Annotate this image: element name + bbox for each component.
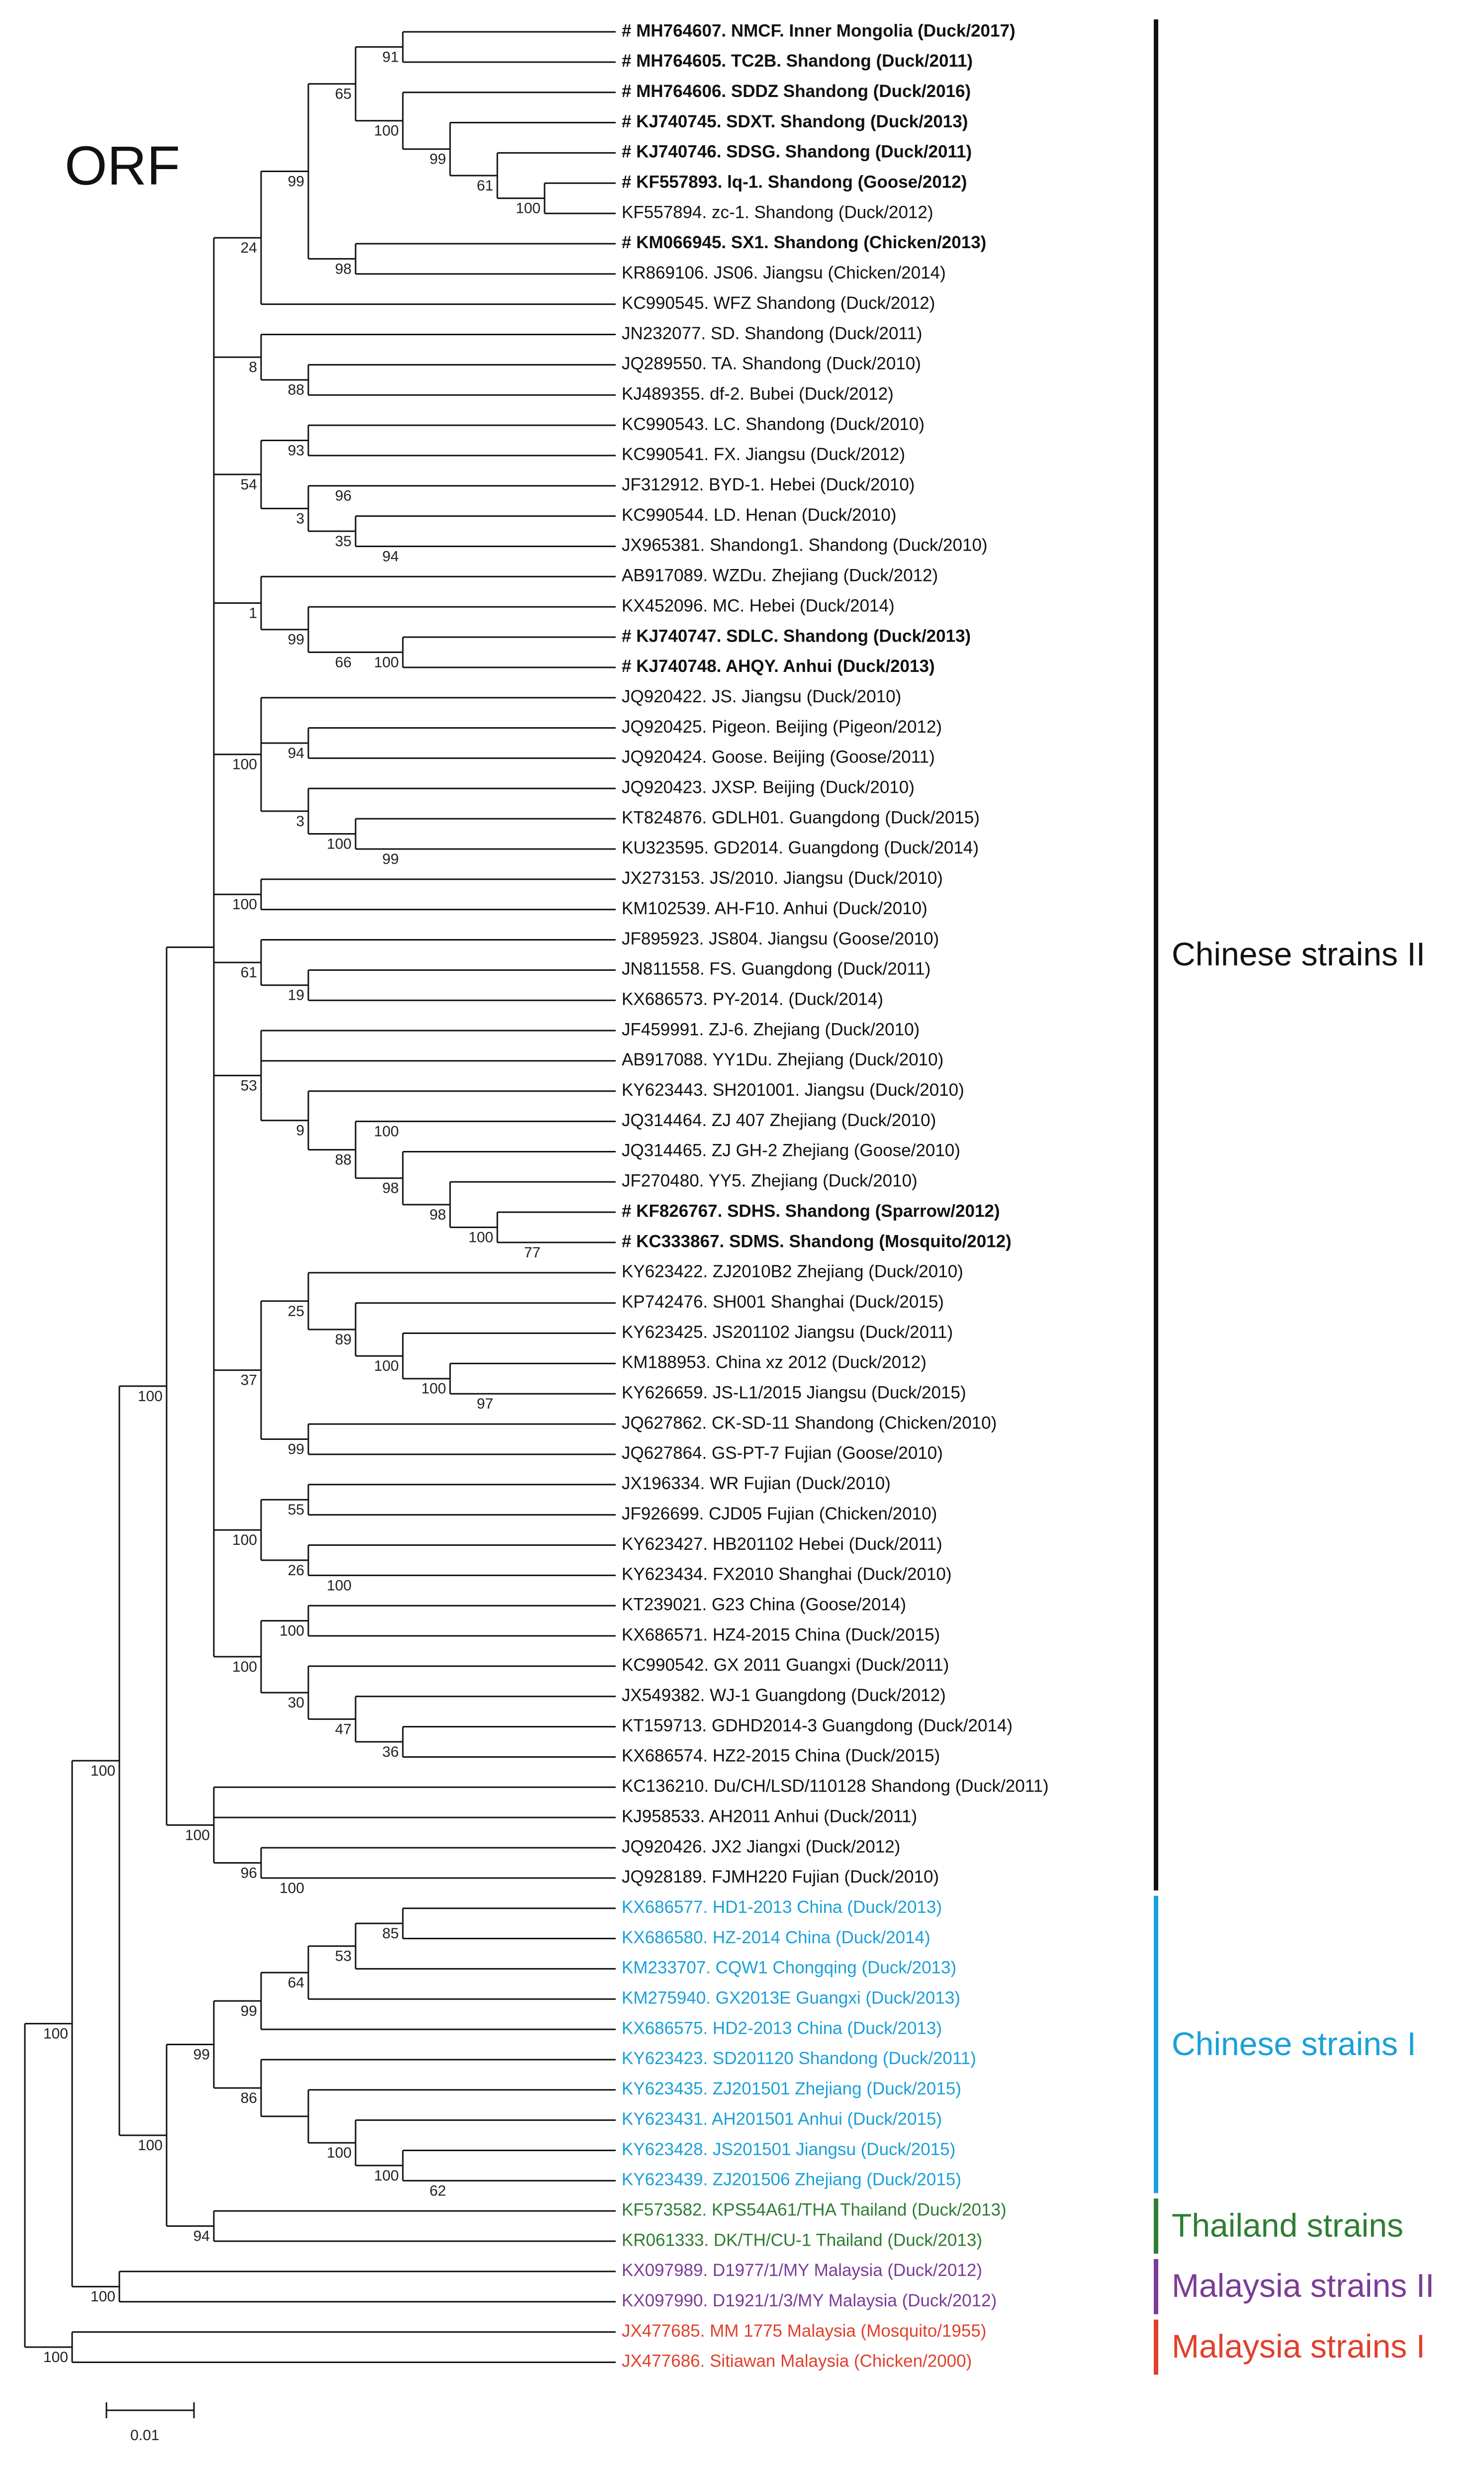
bootstrap-value: 98 [382,1180,399,1197]
bootstrap-value: 94 [382,548,399,565]
taxon-label: JF926699. CJD05 Fujian (Chicken/2010) [622,1504,937,1523]
taxon-label: JQ627862. CK-SD-11 Shandong (Chicken/2010) [622,1413,997,1433]
clade-label-chinese-strains-i: Chinese strains I [1172,2025,1416,2062]
bootstrap-value: 96 [240,1865,257,1882]
bootstrap-value: 99 [240,2002,257,2019]
taxon-label: JQ920423. JXSP. Beijing (Duck/2010) [622,777,915,797]
bootstrap-value: 88 [335,1151,352,1168]
taxon-label: # KJ740745. SDXT. Shandong (Duck/2013) [622,111,968,131]
clade-label-malaysia-strains-ii: Malaysia strains II [1172,2267,1435,2304]
bootstrap-value: 100 [279,1880,304,1896]
taxon-label: KC990541. FX. Jiangsu (Duck/2012) [622,445,906,465]
bootstrap-value: 100 [232,756,257,773]
taxon-label: # KF557893. lq-1. Shandong (Goose/2012) [622,172,967,192]
bootstrap-value: 47 [335,1721,352,1738]
bootstrap-value: 100 [373,1358,399,1375]
taxon-label: KU323595. GD2014. Guangdong (Duck/2014) [622,838,979,858]
taxon-label: JX549382. WJ-1 Guangdong (Duck/2012) [622,1686,946,1705]
taxon-label: JQ314464. ZJ 407 Zhejiang (Duck/2010) [622,1110,936,1130]
taxon-label: KT159713. GDHD2014-3 Guangdong (Duck/2014) [622,1715,1013,1735]
taxon-label: # KJ740747. SDLC. Shandong (Duck/2013) [622,626,971,646]
taxon-label: JQ627864. GS-PT-7 Fujian (Goose/2010) [622,1443,943,1463]
taxon-label: KY623427. HB201102 Hebei (Duck/2011) [622,1534,942,1554]
bootstrap-value: 100 [232,1658,257,1675]
taxon-label: KY623422. ZJ2010B2 Zhejiang (Duck/2010) [622,1262,963,1282]
bootstrap-value: 30 [287,1695,304,1711]
bootstrap-value: 100 [90,2288,115,2305]
taxon-label: KY623434. FX2010 Shanghai (Duck/2010) [622,1564,952,1584]
taxon-label: KM233707. CQW1 Chongqing (Duck/2013) [622,1958,957,1978]
clade-label-chinese-strains-ii: Chinese strains II [1172,935,1425,972]
bootstrap-value: 85 [382,1925,399,1942]
bootstrap-value: 99 [287,1441,304,1458]
taxon-label: JQ920426. JX2 Jiangxi (Duck/2012) [622,1837,901,1857]
clade-bracket-ii [1154,19,1158,1891]
bootstrap-value: 100 [326,836,352,853]
bootstrap-value: 61 [240,964,257,981]
bootstrap-value: 100 [373,1123,399,1140]
taxon-label: # KC333867. SDMS. Shandong (Mosquito/2012) [622,1232,1012,1251]
taxon-label: KC136210. Du/CH/LSD/110128 Shandong (Duck/2011) [622,1776,1049,1796]
taxon-label: JQ928189. FJMH220 Fujian (Duck/2010) [622,1867,939,1887]
figure-title: ORF [65,135,181,196]
bootstrap-value: 100 [90,1762,115,1779]
taxon-label: KT239021. G23 China (Goose/2014) [622,1595,907,1614]
taxon-label: KR869106. JS06. Jiangsu (Chicken/2014) [622,263,946,283]
taxon-label: KF557894. zc-1. Shandong (Duck/2012) [622,202,933,222]
bootstrap-value: 100 [185,1827,210,1844]
bootstrap-value: 100 [137,1388,163,1405]
taxon-label: KM102539. AH-F10. Anhui (Duck/2010) [622,898,928,918]
bootstrap-value: 26 [287,1562,304,1579]
taxon-label: KM188953. China xz 2012 (Duck/2012) [622,1352,927,1372]
bootstrap-value: 77 [524,1244,541,1261]
bootstrap-value: 3 [296,813,304,830]
bootstrap-value: 19 [287,987,304,1004]
taxon-label: JX477686. Sitiawan Malaysia (Chicken/2000) [622,2351,972,2371]
taxon-label: KT824876. GDLH01. Guangdong (Duck/2015) [622,808,980,828]
taxon-label: KY626659. JS-L1/2015 Jiangsu (Duck/2015) [622,1383,966,1403]
bootstrap-value: 54 [240,476,257,493]
bootstrap-value: 3 [296,510,304,527]
bootstrap-value: 100 [232,896,257,913]
bootstrap-value: 100 [279,1622,304,1639]
taxon-label: KC990545. WFZ Shandong (Duck/2012) [622,293,935,313]
bootstrap-value: 100 [43,2025,68,2042]
bootstrap-value: 64 [287,1974,304,1991]
bootstrap-value: 53 [240,1077,257,1094]
clade-bracket-my2 [1154,2259,1158,2314]
bootstrap-value: 91 [382,49,399,66]
bootstrap-value: 24 [240,239,257,256]
taxon-label: KY623425. JS201102 Jiangsu (Duck/2011) [622,1322,953,1342]
taxon-label: KX686573. PY-2014. (Duck/2014) [622,989,884,1009]
taxon-label: JF459991. ZJ-6. Zhejiang (Duck/2010) [622,1020,920,1040]
bootstrap-value: 100 [326,1577,352,1594]
taxon-label: KX452096. MC. Hebei (Duck/2014) [622,596,895,616]
taxon-label: JN232077. SD. Shandong (Duck/2011) [622,323,923,343]
bootstrap-value: 99 [287,631,304,648]
taxon-label: # KJ740748. AHQY. Anhui (Duck/2013) [622,657,935,676]
taxon-label: JX273153. JS/2010. Jiangsu (Duck/2010) [622,868,943,888]
taxon-label: KX686575. HD2-2013 China (Duck/2013) [622,2018,942,2038]
taxon-label: # MH764607. NMCF. Inner Mongolia (Duck/2017) [622,21,1016,41]
bootstrap-value: 94 [287,745,304,761]
taxon-label: # KJ740746. SDSG. Shandong (Duck/2011) [622,142,972,162]
taxon-label: KY623431. AH201501 Anhui (Duck/2015) [622,2109,942,2129]
bootstrap-value: 100 [373,654,399,671]
taxon-label: KX686580. HZ-2014 China (Duck/2014) [622,1927,930,1947]
bootstrap-value: 99 [429,151,446,168]
taxon-label: KM275940. GX2013E Guangxi (Duck/2013) [622,1988,960,2008]
bootstrap-value: 89 [335,1331,352,1348]
bootstrap-value: 100 [373,122,399,139]
bootstrap-value: 99 [193,2046,210,2063]
bootstrap-value: 35 [335,533,352,550]
bootstrap-value: 8 [249,359,257,376]
taxon-label: JX965381. Shandong1. Shandong (Duck/2010) [622,535,988,555]
bootstrap-value: 100 [326,2145,352,2162]
taxon-label: KJ958533. AH2011 Anhui (Duck/2011) [622,1806,918,1826]
clade-label-malaysia-strains-i: Malaysia strains I [1172,2328,1425,2365]
taxon-label: KC990544. LD. Henan (Duck/2010) [622,505,897,525]
bootstrap-value: 100 [137,2137,163,2154]
taxon-label: JX477685. MM 1775 Malaysia (Mosquito/1955) [622,2321,987,2341]
bootstrap-value: 1 [249,605,257,622]
bootstrap-value: 100 [43,2349,68,2366]
taxon-label: # MH764605. TC2B. Shandong (Duck/2011) [622,51,973,71]
taxon-label: JX196334. WR Fujian (Duck/2010) [622,1474,891,1494]
bootstrap-value: 53 [335,1948,352,1965]
taxon-label: JQ920425. Pigeon. Beijing (Pigeon/2012) [622,717,942,737]
bootstrap-value: 99 [287,173,304,190]
bootstrap-value: 86 [240,2089,257,2106]
bootstrap-value: 94 [193,2228,210,2245]
taxon-label: JQ920422. JS. Jiangsu (Duck/2010) [622,686,902,706]
taxon-label: KP742476. SH001 Shanghai (Duck/2015) [622,1292,944,1312]
taxon-label: KX097990. D1921/1/3/MY Malaysia (Duck/2012) [622,2291,997,2310]
bootstrap-value: 100 [421,1380,446,1397]
bootstrap-value: 88 [287,381,304,398]
taxon-label: KC990543. LC. Shandong (Duck/2010) [622,414,925,434]
bootstrap-value: 96 [335,487,352,504]
taxon-label: KX686571. HZ4-2015 China (Duck/2015) [622,1625,940,1645]
taxon-label: JQ314465. ZJ GH-2 Zhejiang (Goose/2010) [622,1140,960,1160]
taxon-label: # MH764606. SDDZ Shandong (Duck/2016) [622,81,971,101]
taxon-label: KF573582. KPS54A61/THA Thailand (Duck/2013) [622,2200,1007,2220]
taxon-label: JQ920424. Goose. Beijing (Goose/2011) [622,747,935,767]
bootstrap-value: 55 [287,1502,304,1518]
clade-bracket-th [1154,2198,1158,2254]
bootstrap-value: 100 [468,1229,493,1246]
taxon-label: KC990542. GX 2011 Guangxi (Duck/2011) [622,1655,949,1675]
bootstrap-value: 36 [382,1743,399,1760]
taxon-label: # KM066945. SX1. Shandong (Chicken/2013) [622,233,987,253]
bootstrap-value: 9 [296,1122,304,1139]
clade-bracket-i [1154,1896,1158,2193]
bootstrap-value: 61 [476,177,493,194]
bootstrap-value: 97 [476,1396,493,1413]
bootstrap-value: 99 [382,851,399,867]
bootstrap-value: 100 [515,200,541,217]
taxon-label: AB917088. YY1Du. Zhejiang (Duck/2010) [622,1050,944,1070]
bootstrap-value: 25 [287,1303,304,1320]
taxon-label: KR061333. DK/TH/CU-1 Thailand (Duck/2013) [622,2230,982,2250]
bootstrap-value: 100 [232,1531,257,1548]
bootstrap-value: 93 [287,442,304,459]
taxon-label: # KF826767. SDHS. Shandong (Sparrow/2012) [622,1201,1000,1221]
taxon-label: KY623443. SH201001. Jiangsu (Duck/2010) [622,1080,964,1100]
taxon-label: KY623428. JS201501 Jiangsu (Duck/2015) [622,2139,956,2159]
bootstrap-value: 66 [335,654,352,671]
taxon-label: KJ489355. df-2. Bubei (Duck/2012) [622,384,894,404]
taxon-label: JF270480. YY5. Zhejiang (Duck/2010) [622,1171,918,1191]
taxon-label: KY623435. ZJ201501 Zhejiang (Duck/2015) [622,2079,961,2099]
clade-bracket-my1 [1154,2320,1158,2375]
taxon-label: JQ289550. TA. Shandong (Duck/2010) [622,354,921,374]
clade-label-thailand-strains: Thailand strains [1172,2206,1403,2244]
bootstrap-value: 98 [429,1206,446,1223]
bootstrap-value: 62 [429,2182,446,2199]
bootstrap-value: 100 [373,2167,399,2184]
taxon-label: KY623439. ZJ201506 Zhejiang (Duck/2015) [622,2170,961,2189]
taxon-label: KX686577. HD1-2013 China (Duck/2013) [622,1897,942,1917]
taxon-label: JF895923. JS804. Jiangsu (Goose/2010) [622,929,939,948]
taxon-label: JF312912. BYD-1. Hebei (Duck/2010) [622,475,915,494]
bootstrap-value: 98 [335,261,352,278]
taxon-label: KY623423. SD201120 Shandong (Duck/2011) [622,2049,976,2069]
bootstrap-value: 65 [335,86,352,102]
scale-bar-label: 0.01 [130,2427,160,2444]
bootstrap-value: 37 [240,1372,257,1389]
taxon-label: KX686574. HZ2-2015 China (Duck/2015) [622,1746,940,1766]
taxon-label: AB917089. WZDu. Zhejiang (Duck/2012) [622,566,938,585]
taxon-label: KX097989. D1977/1/MY Malaysia (Duck/2012) [622,2261,983,2280]
taxon-label: JN811558. FS. Guangdong (Duck/2011) [622,959,931,979]
